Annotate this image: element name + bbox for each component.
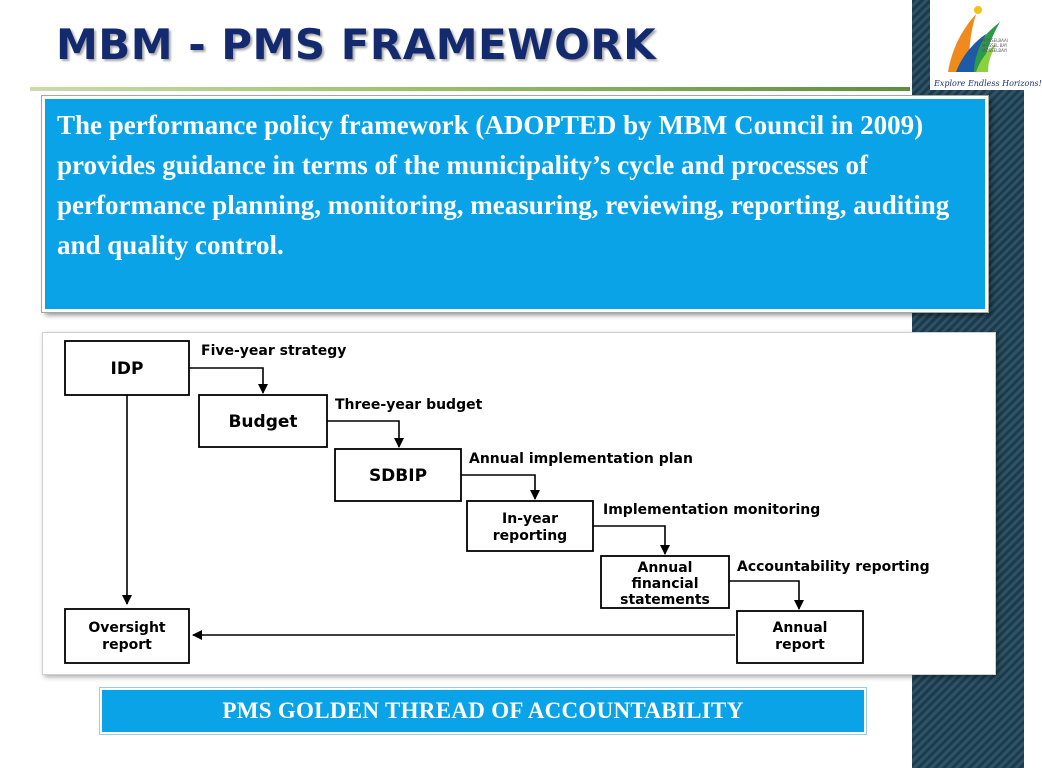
logo-tagline: Explore Endless Horizons! <box>934 79 1042 88</box>
title-underline <box>30 87 910 91</box>
footer-banner: PMS GOLDEN THREAD OF ACCOUNTABILITY <box>100 688 866 734</box>
box-afs-line2: financial <box>631 576 699 592</box>
box-idp-label: IDP <box>110 359 144 379</box>
box-sdbip <box>335 449 461 501</box>
box-oversight-report <box>65 609 189 663</box>
box-afs-line3: statements <box>620 592 710 608</box>
box-inyear-line1: In-year <box>502 511 558 527</box>
municipality-logo <box>930 0 1042 90</box>
box-annualreport-line2: report <box>775 637 825 653</box>
box-in-year-reporting <box>467 501 593 551</box>
box-sdbip-label: SDBIP <box>368 466 428 486</box>
box-budget-label: Budget <box>228 412 298 432</box>
logo-line: MOSSELBAYI <box>982 48 1008 53</box>
label-implementation-monitoring: Implementation monitoring <box>603 502 821 518</box>
intro-text: The performance policy framework (ADOPTED by MBM Council in 2009) provides guidance in terms of the municipality’s cycle and processes of performance planning, monitoring, measuring, reviewing, reporting, auditing and quality control. <box>57 110 950 260</box>
box-budget <box>199 395 327 447</box>
label-accountability-reporting: Accountability reporting <box>737 559 930 575</box>
pms-cycle-diagram <box>42 332 996 675</box>
box-annual-report <box>737 611 863 663</box>
connector-sdbip-inyear <box>461 475 535 499</box>
logo-line: MOSSEL BAY <box>982 43 1008 48</box>
box-afs-line1: Annual <box>637 560 693 576</box>
box-inyear-line2: reporting <box>492 528 568 544</box>
label-annual-implementation-plan: Annual implementation plan <box>469 451 693 467</box>
box-annual-financial-statements <box>601 556 729 608</box>
diagram-canvas <box>43 333 997 676</box>
box-idp <box>65 341 189 395</box>
intro-callout <box>42 96 988 312</box>
connector-budget-sdbip <box>327 421 399 447</box>
box-oversight-line1: Oversight <box>88 620 166 636</box>
box-oversight-line2: report <box>102 637 152 653</box>
box-annualreport-line1: Annual <box>772 620 828 636</box>
slide-title: MBM - PMS FRAMEWORK <box>56 20 657 69</box>
logo-small-text <box>982 38 1022 53</box>
label-three-year-budget: Three-year budget <box>335 397 483 413</box>
connector-idp-budget <box>189 368 263 393</box>
connector-inyear-afs <box>593 526 665 554</box>
label-five-year-strategy: Five-year strategy <box>201 343 347 359</box>
connector-afs-annualreport <box>729 581 799 609</box>
logo-line: MOSSELBAAI <box>982 38 1008 43</box>
